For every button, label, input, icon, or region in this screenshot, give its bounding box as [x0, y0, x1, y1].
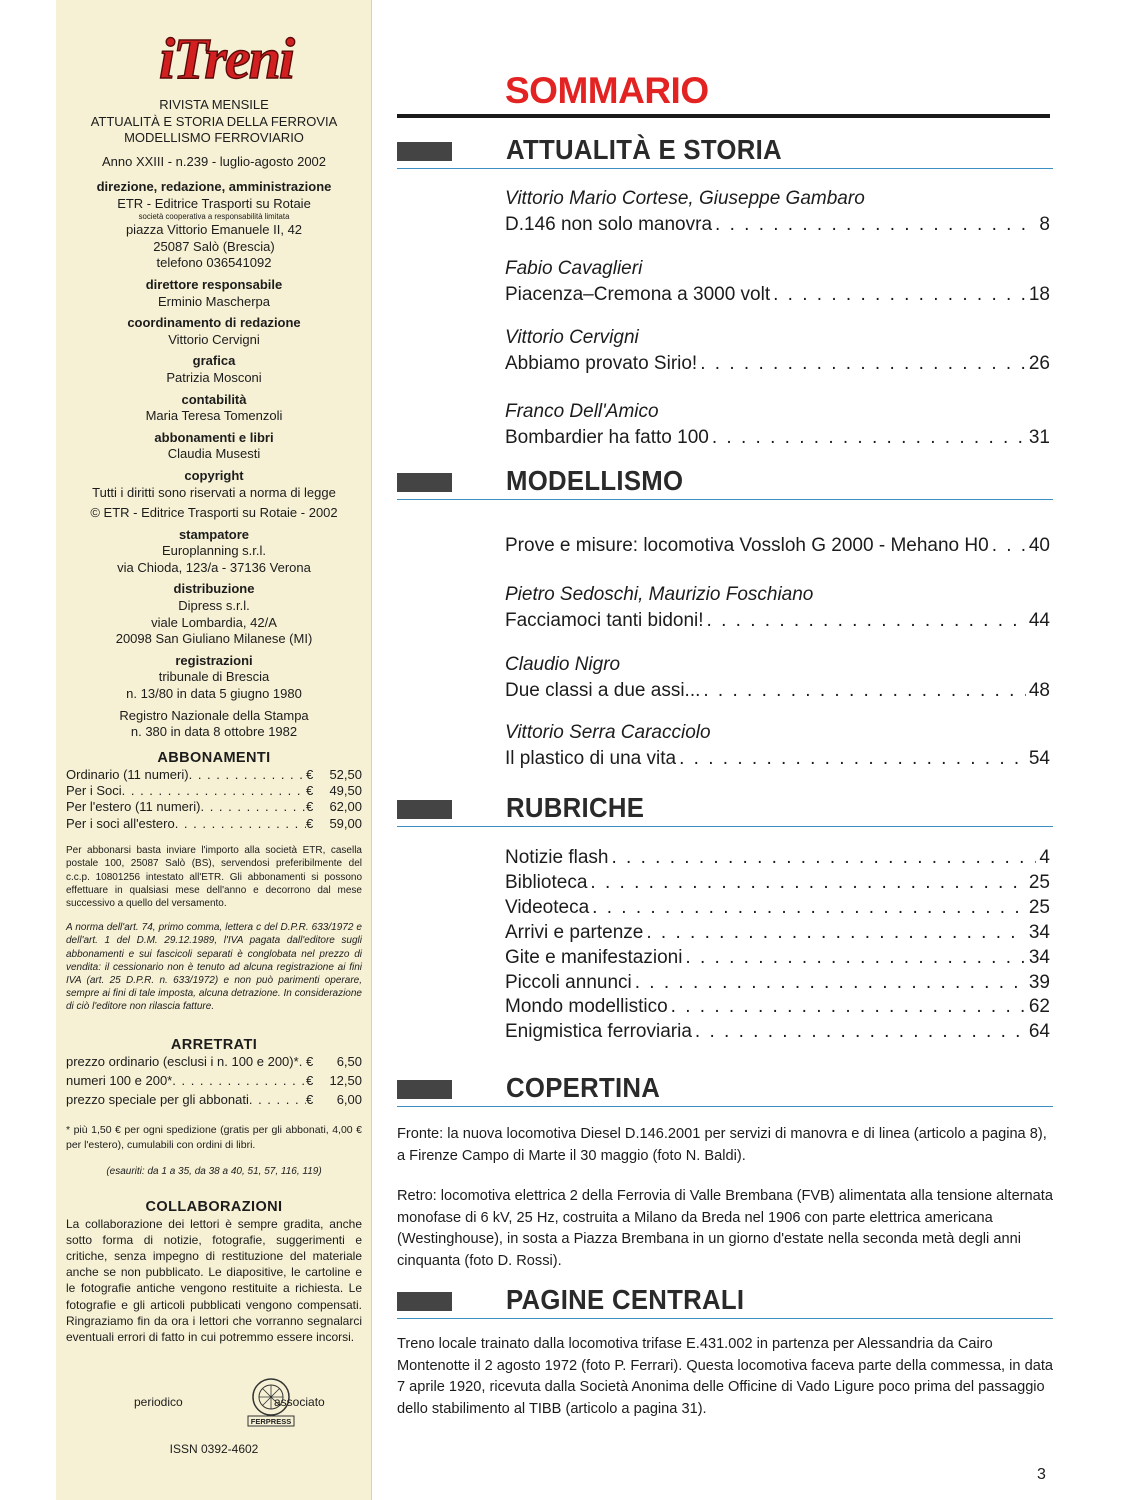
toc-entry[interactable] — [505, 186, 1050, 238]
credit-line: 20098 San Giuliano Milanese (MI) — [115, 631, 313, 647]
treni-logo — [106, 26, 346, 88]
toc-title: Enigmistica ferroviaria — [505, 1021, 692, 1043]
section-title: ATTUALITÀ E STORIA — [506, 134, 782, 165]
rubriche-list — [505, 846, 1050, 1045]
currency: € — [306, 1053, 314, 1069]
toc-title: Piccoli annunci — [505, 971, 632, 993]
toc-page: 40 — [1028, 535, 1050, 556]
sommario-title: SOMMARIO — [505, 70, 709, 111]
toc-page: 39 — [1028, 971, 1050, 993]
arretrati — [66, 1037, 362, 1178]
section-bar — [397, 1292, 452, 1311]
price-name: numeri 100 e 200* — [66, 1073, 173, 1088]
abbonamenti-title: ABBONAMENTI — [157, 750, 271, 766]
toc-title: Arrivi e partenze — [505, 921, 644, 943]
price-value: 62,00 — [329, 799, 362, 815]
section-bar — [397, 473, 452, 492]
toc-title: Facciamoci tanti bidoni! — [505, 610, 704, 631]
credit-line: © ETR - Editrice Trasporti su Rotaie - 2002 — [90, 505, 338, 521]
associato-label: associato — [274, 1395, 325, 1409]
toc-title: D.146 non solo manovra — [505, 214, 713, 235]
credit-line: tribunale di Brescia — [158, 669, 270, 685]
rubrica-item[interactable] — [505, 1020, 1050, 1045]
section-header-copertina — [397, 1072, 1053, 1108]
toc-page: 25 — [1028, 896, 1050, 918]
collaborazioni — [66, 1199, 362, 1345]
toc-title: Abbiamo provato Sirio! — [505, 353, 698, 374]
toc-author: Vittorio Serra Caracciolo — [505, 722, 711, 743]
section-header-modellismo — [397, 465, 1053, 501]
credit-heading: contabilità — [181, 391, 247, 407]
section-rule — [397, 499, 1053, 500]
esauriti-note: (esauriti: da 1 a 35, da 38 a 40, 51, 57, 116, 119) — [106, 1165, 322, 1177]
toc-page: 26 — [1028, 353, 1050, 374]
section-bar — [397, 800, 452, 819]
price-row — [66, 799, 362, 815]
price-row — [66, 1073, 362, 1089]
toc-entry[interactable] — [505, 533, 1050, 559]
toc-author: Vittorio Mario Cortese, Giuseppe Gambaro — [505, 188, 865, 209]
copertina-fronte: Fronte: la nuova locomotiva Diesel D.146.2001 per servizi di manovra e di linea (articolo a pagina 8), a Firenze Campo di Marte il 30 maggio (foto N. Baldi). — [397, 1126, 1047, 1164]
toc-page: 25 — [1028, 871, 1050, 893]
toc-entry[interactable] — [505, 399, 1050, 451]
price-value: 12,50 — [329, 1073, 362, 1088]
credit-line: Claudia Musesti — [167, 446, 261, 462]
price-name: prezzo ordinario (esclusi i n. 100 e 200)* — [66, 1053, 299, 1069]
price-value: 52,50 — [329, 766, 362, 782]
credit-line: 25087 Salò (Brescia) — [153, 238, 275, 254]
masthead-column — [56, 0, 372, 1500]
registro-line: Registro Nazionale della Stampa — [119, 707, 309, 723]
issue-info: Anno XXIII - n.239 - luglio-agosto 2002 — [101, 153, 327, 169]
toc-entry[interactable] — [505, 652, 1050, 704]
toc-page: 18 — [1028, 284, 1050, 305]
credit-heading: copyright — [184, 467, 244, 483]
toc-page: 62 — [1028, 996, 1050, 1018]
credit-heading: coordinamento di redazione — [127, 315, 301, 331]
toc-title: Prove e misure: locomotiva Vossloh G 2000 - Mehano H0 — [505, 535, 989, 556]
section-rule — [397, 826, 1053, 827]
currency: € — [306, 1092, 314, 1108]
svg-text:iTreni: iTreni — [158, 26, 294, 88]
price-value: 6,00 — [336, 1092, 362, 1108]
toc-author: Franco Dell'Amico — [505, 401, 659, 422]
credit-line: Europlanning s.r.l. — [161, 543, 267, 559]
section-rule — [397, 1318, 1053, 1319]
rubrica-item[interactable] — [505, 946, 1050, 971]
credit-heading: distribuzione — [173, 581, 255, 597]
credit-small: società cooperativa a responsabilità limitata — [138, 212, 290, 222]
tagline-line: ATTUALITÀ E STORIA DELLA FERROVIA — [90, 113, 338, 129]
page-number: 3 — [1037, 1466, 1046, 1483]
toc-title: Biblioteca — [505, 871, 588, 893]
toc-entry[interactable] — [505, 325, 1050, 377]
toc-page: 54 — [1028, 748, 1050, 769]
toc-entry[interactable] — [505, 256, 1050, 308]
toc-page: 34 — [1028, 946, 1050, 968]
section-title: MODELLISMO — [506, 465, 684, 496]
toc-page: 31 — [1028, 427, 1050, 448]
toc-title: Notizie flash — [505, 847, 609, 868]
registro-line: n. 380 in data 8 ottobre 1982 — [130, 724, 298, 740]
rubrica-item[interactable] — [505, 921, 1050, 946]
collaborazioni-title: COLLABORAZIONI — [145, 1199, 283, 1215]
credit-line: Tutti i diritti sono riservati a norma di legge — [92, 484, 336, 500]
price-value: 49,50 — [329, 783, 362, 798]
collaborazioni-text: La collaborazione dei lettori è sempre gradita, anche sotto forma di notizie, fotografie, suggerimenti e critiche, senza impegno di restituzione del materiale anche se non pubblicato. Le diapositive, le cartoline e le fotografie antiche vengono restituite a richiesta. Le fotografie e gli articoli pubblicati vengono compensati. Ringraziamo fin da ora i lettori che vorranno segnalarci eventuali errori di fatto in cui potremmo essere incorsi. — [66, 1216, 362, 1345]
toc-author: Vittorio Cervigni — [505, 327, 639, 348]
credit-line: n. 13/80 in data 5 giugno 1980 — [126, 686, 302, 702]
toc-author: Claudio Nigro — [505, 654, 621, 675]
price-name: prezzo speciale per gli abbonati — [66, 1092, 249, 1108]
section-title: COPERTINA — [506, 1072, 661, 1103]
credit-heading: direttore responsabile — [145, 276, 283, 292]
rubrica-item[interactable] — [505, 871, 1050, 896]
toc-author: Fabio Cavaglieri — [505, 258, 643, 279]
section-title: PAGINE CENTRALI — [506, 1284, 745, 1315]
credit-heading: stampatore — [178, 526, 250, 542]
toc-page: 44 — [1028, 610, 1050, 631]
svg-text:FERPRESS: FERPRESS — [250, 1417, 292, 1426]
price-value: 59,00 — [329, 815, 362, 831]
toc-page: 8 — [1039, 214, 1050, 235]
abbonamenti-note: Per abbonarsi basta inviare l'importo alla società ETR, casella postale 100, 25087 Salò (BS), servendosi preferibilmente del c.c.p. 10801256 intestato all'ETR. Gli abbonamenti si possono effettuare in qualsiasi mese dell'anno e decorrono dal mese successivo a quello del versamento. — [66, 845, 362, 910]
currency: € — [306, 783, 314, 798]
price-name: Ordinario (11 numeri) — [66, 766, 189, 782]
iva-note: A norma dell'art. 74, primo comma, lettera c del D.P.R. 633/1972 e dell'art. 1 del D.M. 29.12.1989, l'IVA pagata dall'editore sugli abbonamenti e sui fascicoli separati è conglobata nel prezzo di vendita: il cessionario non è tenuto ad alcuna registrazione ai fini IVA (art. 25 D.P.R. n. 633/1972) e non può parimenti operare, sempre ai fini di tale imposta, alcuna detrazione. In considerazione di ciò l'editore non rilascia fatture. — [66, 922, 362, 1013]
tagline-line: RIVISTA MENSILE — [159, 97, 269, 112]
credit-line: Maria Teresa Tomenzoli — [145, 408, 283, 424]
masthead-tagline — [66, 97, 362, 170]
price-row — [66, 767, 362, 783]
toc-entry[interactable] — [505, 720, 1050, 772]
toc-page: 34 — [1028, 921, 1050, 943]
credit-line: Dipress s.r.l. — [178, 598, 250, 614]
credit-line: ETR - Editrice Trasporti su Rotaie — [117, 195, 311, 211]
credit-heading: registrazioni — [175, 652, 253, 668]
rubrica-item[interactable] — [505, 896, 1050, 921]
periodico-label: periodico — [134, 1395, 183, 1409]
price-row — [66, 1092, 362, 1108]
credit-line: Patrizia Mosconi — [166, 369, 262, 385]
price-row — [66, 783, 362, 799]
section-bar — [397, 1080, 452, 1099]
section-bar — [397, 142, 452, 161]
issn: ISSN 0392-4602 — [169, 1442, 259, 1456]
credit-line: viale Lombardia, 42/A — [151, 614, 277, 630]
currency: € — [306, 815, 314, 831]
arretrati-title: ARRETRATI — [170, 1037, 258, 1053]
centrali-text: Treno locale trainato dalla locomotiva trifase E.431.002 in partenza per Alessandria da Cairo Montenotte il 2 agosto 1972 (foto P. Ferrari). Questa locomotiva faceva parte della commessa, in data 7 aprile 1920, ricevuta dalla Società Anonima delle Officine di Vado Ligure poco prima del passaggio dello stabilimento al TIBB (articolo a pagina 31). — [397, 1336, 1053, 1417]
rubrica-item[interactable] — [505, 971, 1050, 996]
currency: € — [306, 799, 314, 815]
credit-line: Vittorio Cervigni — [168, 331, 260, 347]
toc-page: 64 — [1028, 1021, 1050, 1043]
price-name: Per l'estero (11 numeri) — [66, 799, 201, 815]
currency: € — [306, 766, 314, 782]
price-row — [66, 1054, 362, 1070]
section-header-attualita — [397, 134, 1053, 170]
section-rule — [397, 168, 1053, 169]
toc-page: 48 — [1028, 680, 1050, 701]
price-name: Per i soci all'estero — [66, 815, 175, 831]
toc-title: Gite e manifestazioni — [505, 946, 683, 968]
price-name: Per i Soci — [66, 783, 122, 798]
credit-line: telefono 036541092 — [156, 255, 272, 271]
price-row — [66, 816, 362, 832]
credit-line: Erminio Mascherpa — [158, 293, 270, 309]
toc-title: Mondo modellistico — [505, 996, 668, 1018]
copertina-retro: Retro: locomotiva elettrica 2 della Ferrovia di Valle Brembana (FVB) alimentata alla tensione alternata monofase di 6 kV, 25 Hz, costruita a Milano da Breda nel 1906 con parte elettrica americana (Westinghouse), in sosta a Piazza Brembana in un giorno d'estate nella seconda metà degli anni cinquanta (foto D. Rossi). — [397, 1188, 1053, 1269]
section-header-centrali — [397, 1284, 1053, 1320]
top-rule — [397, 114, 1050, 118]
credit-heading: abbonamenti e libri — [154, 429, 274, 445]
toc-entry[interactable] — [505, 582, 1050, 634]
section-header-rubriche — [397, 792, 1053, 828]
credit-line: piazza Vittorio Emanuele II, 42 — [125, 222, 303, 238]
toc-title: Videoteca — [505, 896, 590, 918]
rubrica-item[interactable] — [505, 995, 1050, 1020]
credit-heading: direzione, redazione, amministrazione — [96, 179, 332, 194]
credit-heading: grafica — [192, 353, 236, 369]
abbonamenti — [66, 750, 362, 1014]
toc-title: Piacenza–Cremona a 3000 volt — [505, 284, 771, 305]
credit-line: via Chioda, 123/a - 37136 Verona — [117, 559, 311, 575]
credits — [66, 179, 362, 741]
tagline-line: MODELLISMO FERROVIARIO — [124, 130, 304, 146]
toc-title: Bombardier ha fatto 100 — [505, 427, 709, 448]
section-title: RUBRICHE — [506, 792, 645, 823]
rubrica-item[interactable] — [505, 846, 1050, 871]
toc-author: Pietro Sedoschi, Maurizio Foschiano — [505, 584, 814, 605]
section-rule — [397, 1106, 1053, 1107]
arretrati-note: * più 1,50 € per ogni spedizione (gratis per gli abbonati, 4,00 € per l'estero), cumulabili con ordini di libri. — [66, 1123, 362, 1151]
price-value: 6,50 — [336, 1053, 362, 1069]
currency: € — [306, 1073, 314, 1088]
toc-title: Il plastico di una vita — [505, 748, 677, 769]
toc-title: Due classi a due assi... — [505, 680, 701, 701]
toc-page: 4 — [1039, 847, 1050, 868]
